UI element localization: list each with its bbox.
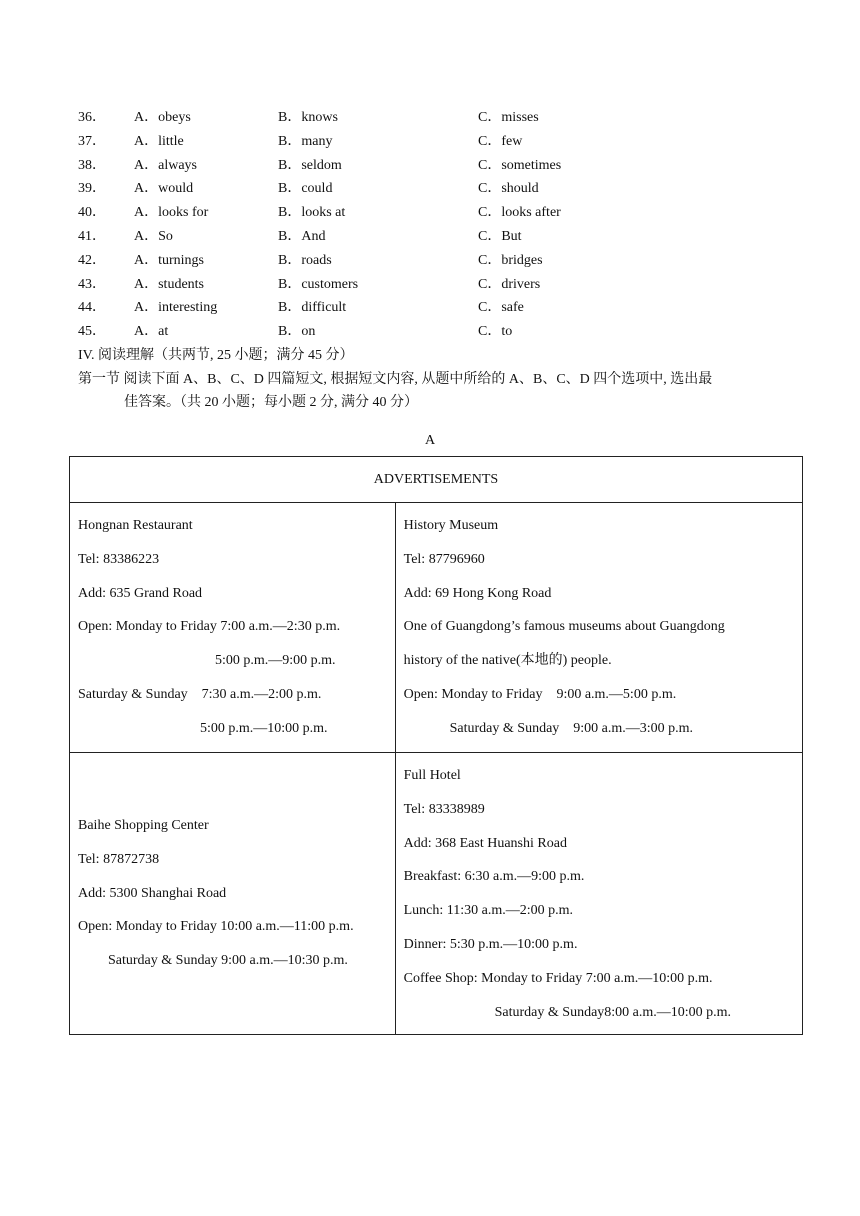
option-a: A．looks for <box>134 205 209 221</box>
part-instructions-line-1: 第一节 阅读下面 A、B、C、D 四篇短文, 根据短文内容, 从题中所给的 A、B、C、D 四个选项中, 选出最 <box>78 372 713 387</box>
restaurant-hours-weekend: Saturday & Sunday 7:30 a.m.—2:00 p.m. <box>78 686 322 702</box>
hotel-coffee-weekend: Saturday & Sunday8:00 a.m.—10:00 p.m. <box>494 1004 732 1020</box>
hotel-lunch: Lunch: 11:30 a.m.—2:00 p.m. <box>403 903 574 919</box>
question-number: 38． <box>78 157 106 173</box>
option-a: A．So <box>134 228 173 244</box>
ad-shopping-center <box>70 753 396 1035</box>
option-row-38 <box>78 154 778 178</box>
option-row-39 <box>78 177 778 201</box>
ad-hotel <box>395 753 802 1035</box>
hotel-breakfast: Breakfast: 6:30 a.m.—9:00 p.m. <box>403 869 585 885</box>
option-row-42 <box>78 249 778 273</box>
option-row-37 <box>78 130 778 154</box>
restaurant-hours-weekday-evening: 5:00 p.m.—9:00 p.m. <box>215 653 336 669</box>
option-b: B．seldom <box>278 157 342 173</box>
option-c: C．should <box>478 181 539 197</box>
option-a: A．students <box>134 276 204 292</box>
option-row-36 <box>78 106 778 130</box>
option-a: A．little <box>134 133 184 149</box>
option-c: C．looks after <box>478 205 561 221</box>
option-row-40 <box>78 201 778 225</box>
option-c: C．But <box>478 228 522 244</box>
museum-hours-weekday: Open: Monday to Friday 9:00 a.m.—5:00 p.m. <box>403 686 677 702</box>
option-b: B．knows <box>278 110 338 125</box>
restaurant-name: Hongnan Restaurant <box>78 518 193 533</box>
option-a: A．turnings <box>134 252 204 268</box>
question-number: 41． <box>78 228 106 244</box>
shopping-hours-weekday: Open: Monday to Friday 10:00 a.m.—11:00 p.m. <box>78 919 354 935</box>
question-number: 43． <box>78 276 106 292</box>
option-a: A．always <box>134 157 197 173</box>
question-number: 42． <box>78 252 106 268</box>
restaurant-hours-weekend-evening: 5:00 p.m.—10:00 p.m. <box>200 720 328 736</box>
museum-hours-weekend: Saturday & Sunday 9:00 a.m.—3:00 p.m. <box>449 720 694 736</box>
option-c: C．misses <box>478 110 539 125</box>
option-b: B．looks at <box>278 205 346 221</box>
option-row-43 <box>78 273 778 297</box>
ad-museum <box>395 503 802 753</box>
option-b: B．many <box>278 133 333 149</box>
hotel-tel: Tel: 83338989 <box>403 801 485 817</box>
question-number: 36． <box>78 110 106 125</box>
ad-restaurant <box>70 503 396 753</box>
museum-description-1: One of Guangdong’s famous museums about Guangdong <box>403 619 725 635</box>
option-b: B．customers <box>278 276 359 292</box>
option-c: C．drivers <box>478 276 541 292</box>
option-b: B．difficult <box>278 300 347 316</box>
advertisements-table <box>69 456 803 1035</box>
museum-description-2: history of the native(本地的) people. <box>403 653 612 669</box>
option-b: B．could <box>278 181 333 197</box>
option-c: C．safe <box>478 300 524 316</box>
shopping-hours-weekend: Saturday & Sunday 9:00 a.m.—10:30 p.m. <box>108 953 348 969</box>
option-c: C．few <box>478 133 523 149</box>
hotel-dinner: Dinner: 5:30 p.m.—10:00 p.m. <box>403 936 578 952</box>
table-title: ADVERTISEMENTS <box>70 457 803 503</box>
option-c: C．to <box>478 324 513 340</box>
option-a: A．interesting <box>134 300 218 316</box>
museum-name: History Museum <box>403 518 499 533</box>
museum-tel: Tel: 87796960 <box>403 551 485 567</box>
question-number: 45． <box>78 324 106 340</box>
restaurant-address: Add: 635 Grand Road <box>78 585 203 601</box>
option-row-41 <box>78 225 778 249</box>
shopping-name: Baihe Shopping Center <box>78 818 209 833</box>
passage-letter: A <box>424 433 436 448</box>
option-a: A．would <box>134 181 194 197</box>
question-number: 39． <box>78 181 106 197</box>
question-number: 44． <box>78 300 106 316</box>
option-c: C．bridges <box>478 252 543 268</box>
option-a: A．at <box>134 324 169 340</box>
option-row-45 <box>78 320 778 344</box>
question-number: 37． <box>78 133 106 149</box>
shopping-tel: Tel: 87872738 <box>78 851 160 867</box>
restaurant-hours-weekday: Open: Monday to Friday 7:00 a.m.—2:30 p.m. <box>78 619 341 635</box>
museum-address: Add: 69 Hong Kong Road <box>403 585 552 601</box>
hotel-name: Full Hotel <box>403 768 461 783</box>
hotel-address: Add: 368 East Huanshi Road <box>403 835 567 851</box>
answer-options-list <box>78 106 778 344</box>
option-c: C．sometimes <box>478 157 562 173</box>
option-a: A．obeys <box>134 110 191 125</box>
option-row-44 <box>78 296 778 320</box>
part-instructions-line-2: 佳答案。（共 20 小题；每小题 2 分, 满分 40 分） <box>124 395 418 410</box>
question-number: 40． <box>78 205 106 221</box>
section-heading: IV. 阅读理解（共两节, 25 小题；满分 45 分） <box>78 348 354 363</box>
option-b: B．And <box>278 228 326 244</box>
shopping-address: Add: 5300 Shanghai Road <box>78 885 227 901</box>
option-b: B．on <box>278 324 316 340</box>
restaurant-tel: Tel: 83386223 <box>78 551 160 567</box>
hotel-coffee-weekday: Coffee Shop: Monday to Friday 7:00 a.m.—10:00 p.m. <box>403 970 713 986</box>
option-b: B．roads <box>278 252 332 268</box>
